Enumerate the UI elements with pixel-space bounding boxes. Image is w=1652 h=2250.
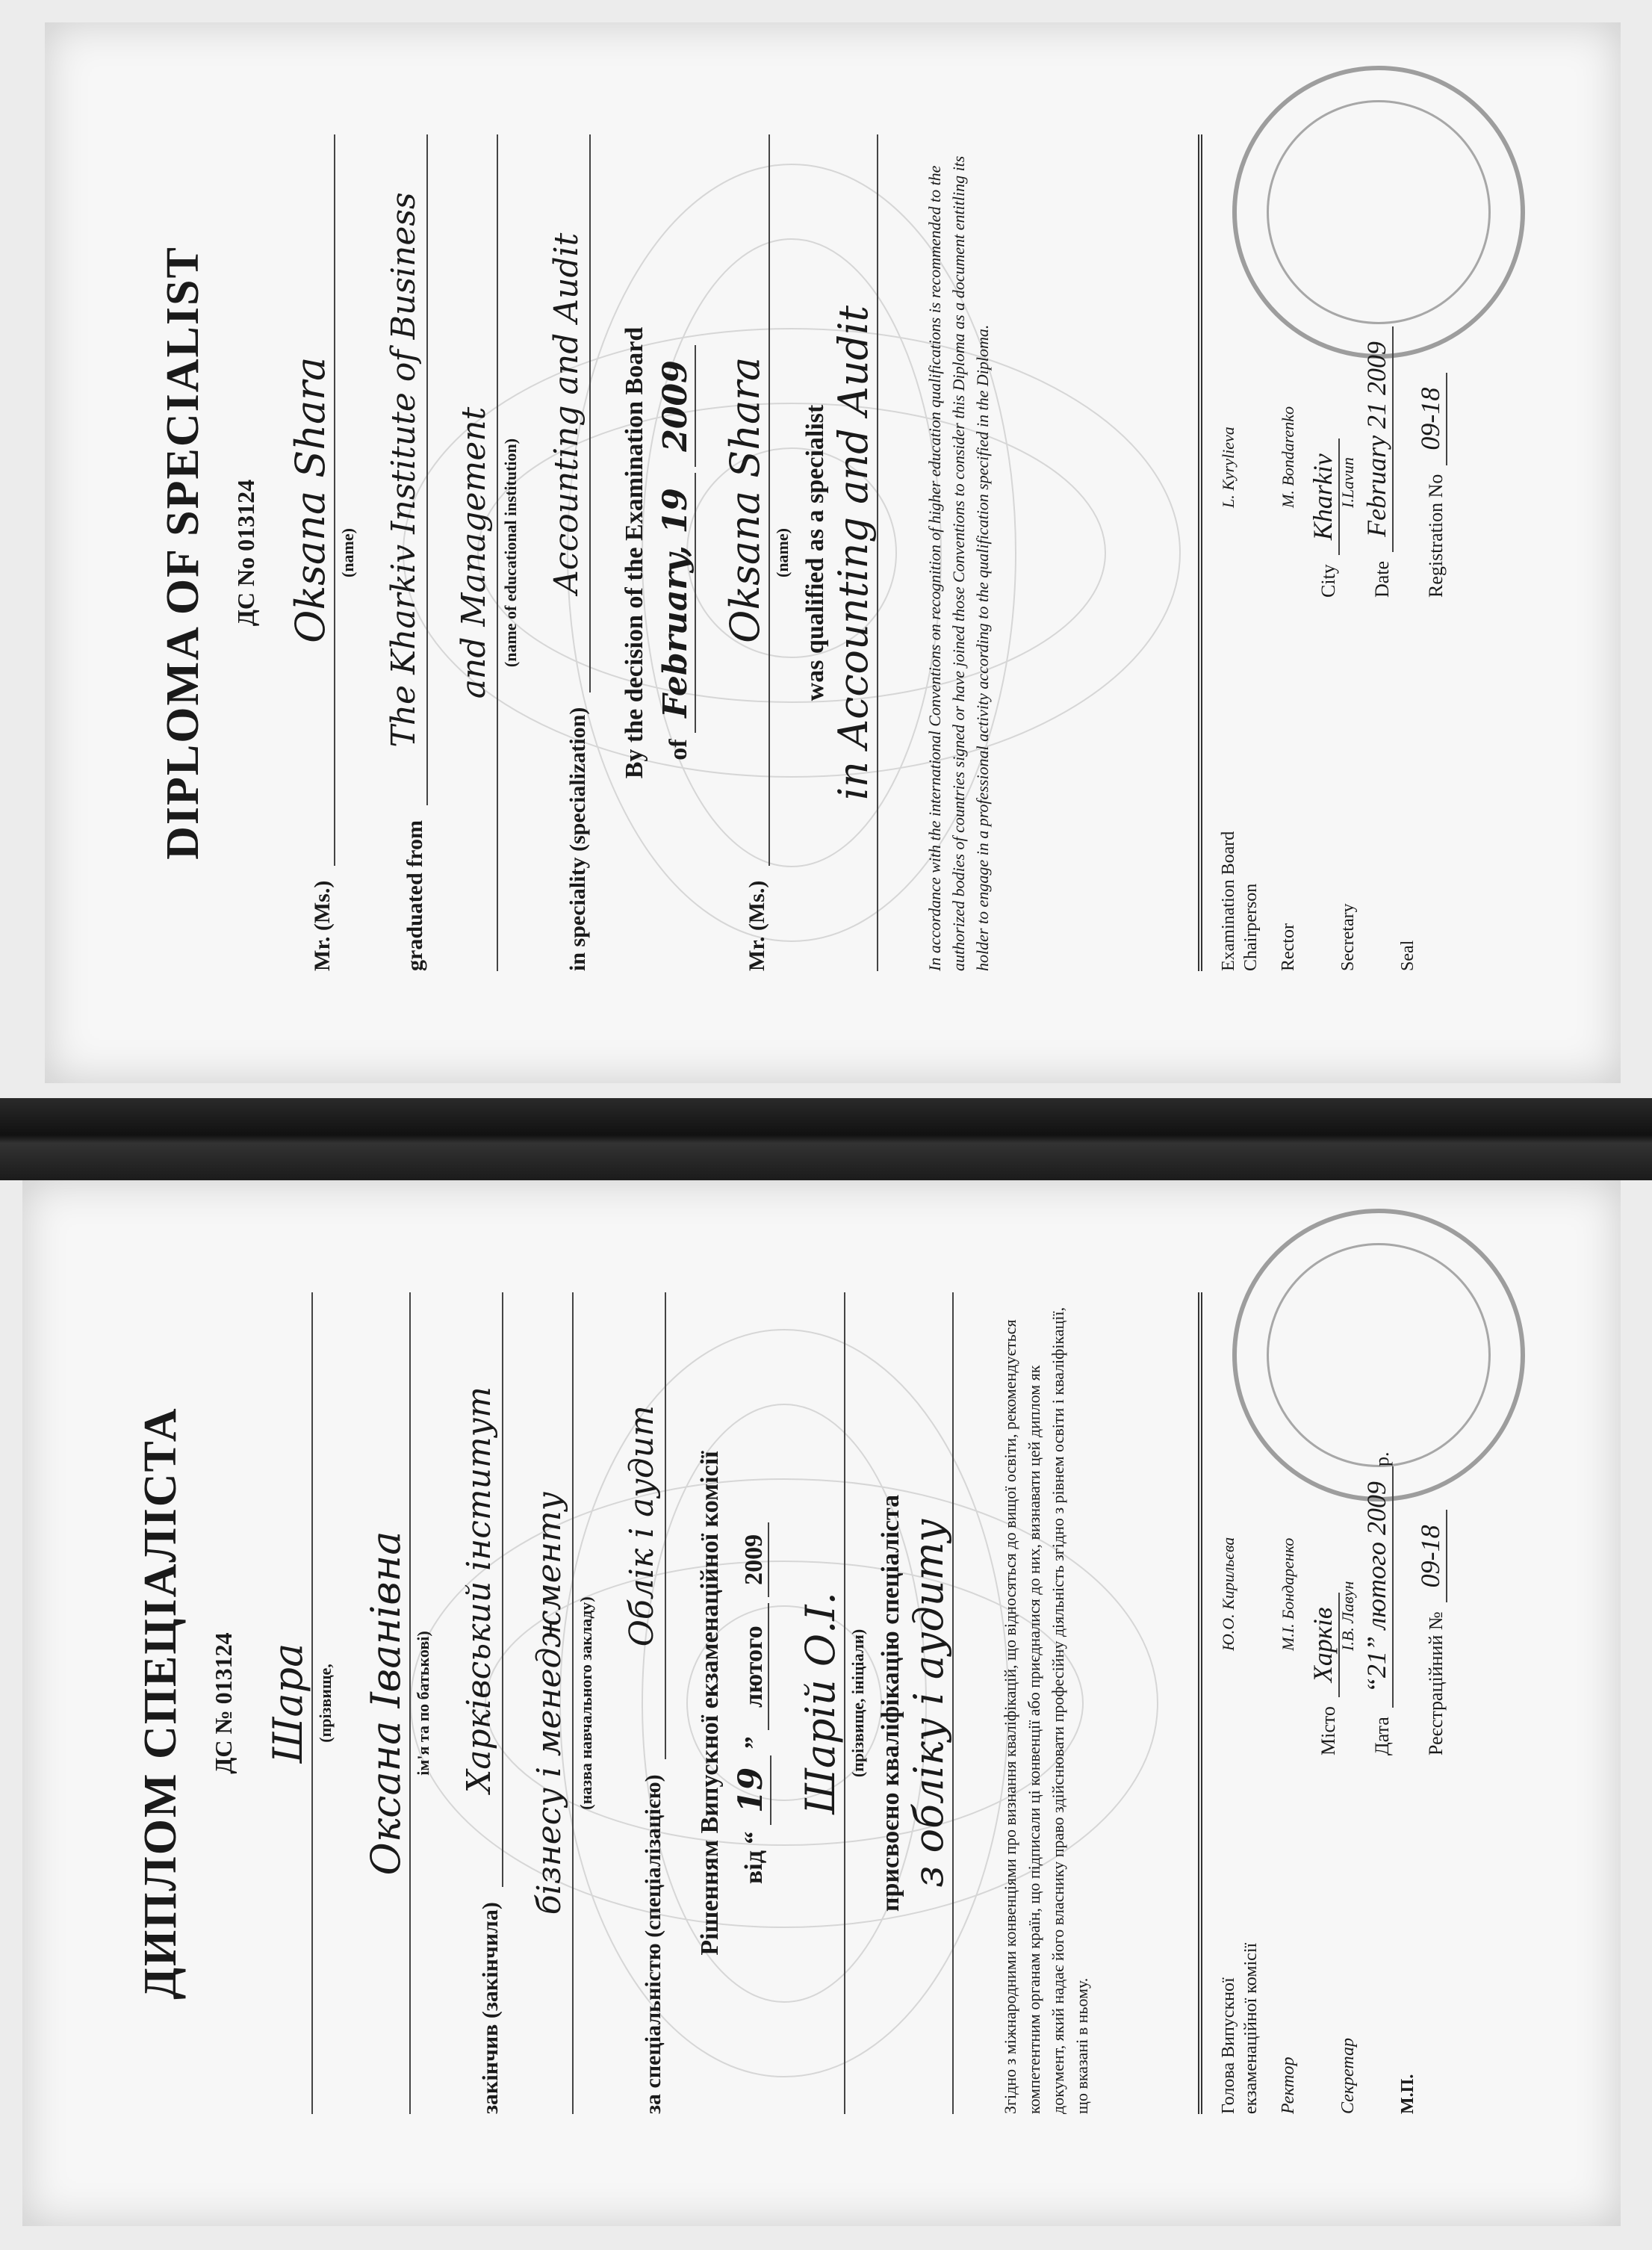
institution-line-1: Харківський інститут bbox=[460, 1292, 503, 1887]
institution-row-2 bbox=[530, 1292, 574, 2114]
issue-date-value: February 21 2009 bbox=[1361, 326, 1394, 552]
decision-text: Рішенням Випускної екзаменаційної комісії bbox=[696, 1451, 724, 1956]
issue-date-value: “21” лютого 2009 bbox=[1361, 1466, 1394, 1708]
qualification-value: з обліку і аудиту bbox=[905, 1292, 954, 2114]
short-name-row bbox=[797, 1292, 845, 2114]
institution-line-2: and Management bbox=[455, 134, 498, 971]
rector-title: Ректор bbox=[1279, 2057, 1298, 2114]
surname-row bbox=[264, 1292, 313, 2114]
specialty-label: in speciality (specialization) bbox=[565, 707, 590, 971]
graduated-label: graduated from bbox=[403, 820, 427, 971]
date-suffix: ” bbox=[740, 1736, 768, 1750]
given-row bbox=[362, 1292, 411, 2114]
registration-row: Registration No 09-18 bbox=[1415, 134, 1447, 598]
institution-caption: (name of educational institution) bbox=[501, 438, 520, 668]
specialty-row bbox=[623, 1292, 666, 2114]
secretary-title: Secretary bbox=[1338, 903, 1358, 971]
seal-label: Seal bbox=[1398, 940, 1417, 971]
qualification-value: in Accounting and Audit bbox=[830, 134, 878, 971]
holder-name-2: Oksana Shara bbox=[721, 134, 770, 866]
date-prefix: від “ bbox=[740, 1831, 768, 1885]
date-prefix: of bbox=[665, 739, 692, 760]
diploma-number: ДС No 013124 bbox=[232, 479, 259, 627]
decision-text: By the decision of the Examination Board bbox=[621, 326, 648, 779]
rector-name: M. Bondarenko bbox=[1279, 406, 1297, 508]
city-value: Kharkiv bbox=[1307, 438, 1340, 555]
name-caption: (name) bbox=[338, 528, 357, 577]
graduated-label: закінчив (закінчила) bbox=[478, 1902, 503, 2114]
chair-name: L. Kyrylieva bbox=[1219, 427, 1238, 508]
issue-details bbox=[1307, 1292, 1468, 1755]
decision-month: лютого bbox=[740, 1603, 769, 1729]
chair-title: Examination Board Chairperson bbox=[1219, 831, 1261, 971]
name-row-2 bbox=[721, 134, 770, 971]
registration-row: Реєстраційний № 09-18 bbox=[1415, 1292, 1447, 1755]
city-row: City Kharkiv bbox=[1307, 134, 1340, 598]
registration-number: 09-18 bbox=[1415, 373, 1447, 465]
decision-year: 2009 bbox=[740, 1522, 769, 1597]
page-title: DIPLOMA OF SPECIALIST bbox=[158, 246, 208, 860]
diploma-number: ДС № 013124 bbox=[210, 1632, 237, 1774]
chair-title: Голова Випускної екзаменаційної комісії bbox=[1219, 1942, 1261, 2114]
signature-titles bbox=[1217, 553, 1456, 971]
date-row: Date February 21 2009 bbox=[1361, 134, 1394, 598]
given-caption: ім'я та по батькові) bbox=[414, 1631, 432, 1776]
specialty-value: Облік і аудит bbox=[623, 1292, 666, 1759]
rector-title: Rector bbox=[1279, 923, 1298, 971]
specialty-row bbox=[547, 134, 591, 971]
decision-date bbox=[656, 134, 695, 971]
diploma-page-ukrainian bbox=[22, 1180, 1621, 2226]
legal-text: In accordance with the international Conventions on recognition of higher education qualifications is recommended to the authorized bodies of countries signed or have joined those Conventions to consider this Diploma as a document entitling its holder to engage in a professional activity according to the qualification specified in the Diploma. bbox=[925, 155, 992, 971]
decision-date-value: February, 19 bbox=[656, 473, 696, 733]
chair-name: Ю.О. Кирильєва bbox=[1219, 1537, 1238, 1651]
secretary-title: Секретар bbox=[1338, 2037, 1358, 2114]
city-row: Місто Харків bbox=[1307, 1292, 1340, 1755]
section-divider bbox=[1198, 134, 1202, 971]
qualified-text: присвоєно кваліфікацію спеціаліста bbox=[877, 1494, 904, 1912]
short-name-caption: (прізвище, ініціали) bbox=[848, 1628, 867, 1778]
diploma-page-english bbox=[45, 22, 1621, 1083]
specialty-value: Accounting and Audit bbox=[547, 134, 591, 692]
section-divider bbox=[1198, 1292, 1202, 2114]
secretary-name: І.В. Лавун bbox=[1338, 1581, 1357, 1651]
secretary-name: I.Lavun bbox=[1338, 457, 1357, 508]
cover-spine bbox=[0, 1098, 1652, 1180]
english-page-content bbox=[45, 22, 1621, 1083]
mr-label-2: Mr. (Ms.) bbox=[745, 880, 769, 971]
graduated-row bbox=[385, 134, 428, 971]
legal-text: Згідно з міжнародними конвенціями про визнання кваліфікацій, що відносяться до вищої освіти, рекомендується компетентним органам країн, що підписали ці конвенції або приєдналися до них, визнавати цей диплом як документ, який надає його власнику право здійснювати професійну діяльність згідно з рівнем освіти і кваліфікації, що вказані в ньому. bbox=[1001, 1307, 1091, 2114]
name-row bbox=[287, 134, 335, 971]
specialty-label: за спеціальністю (спеціалізацією) bbox=[641, 1774, 665, 2114]
institution-line-1: The Kharkiv Institute of Business bbox=[385, 134, 428, 805]
year-suffix: р. bbox=[1371, 1451, 1393, 1466]
decision-date bbox=[732, 1292, 770, 2114]
rector-name: М.І. Бондаренко bbox=[1279, 1537, 1297, 1651]
graduated-row bbox=[460, 1292, 503, 2114]
holder-name: Oksana Shara bbox=[287, 134, 335, 866]
registration-number: 09-18 bbox=[1415, 1510, 1447, 1602]
surname-caption: (прізвище, bbox=[316, 1664, 335, 1743]
holder-short-name: Шарій О.І. bbox=[797, 1292, 845, 2114]
signature-titles bbox=[1217, 1696, 1456, 2114]
decision-day: 19 bbox=[732, 1755, 771, 1825]
city-value: Харків bbox=[1307, 1593, 1340, 1697]
page-title: ДИПЛОМ СПЕЦІАЛІСТА bbox=[135, 1407, 186, 2000]
name-caption-2: (name) bbox=[773, 528, 792, 577]
qualified-text: was qualified as a specialist bbox=[801, 404, 829, 701]
seal-label: М.П. bbox=[1398, 2074, 1417, 2114]
institution-line-2: бізнесу і менеджменту bbox=[530, 1292, 574, 2114]
mr-label: Mr. (Ms.) bbox=[310, 880, 335, 971]
date-row: Дата “21” лютого 2009 р. bbox=[1361, 1451, 1393, 1755]
issue-details bbox=[1307, 134, 1468, 598]
institution-caption: (назва навчального закладу) bbox=[577, 1596, 595, 1810]
decision-date-year: 2009 bbox=[656, 345, 696, 466]
ukrainian-page-content bbox=[22, 1180, 1621, 2226]
holder-surname: Шара bbox=[264, 1292, 313, 2114]
holder-given-names: Оксана Іванівна bbox=[362, 1292, 411, 2114]
signature-area bbox=[1217, 1292, 1531, 2114]
institution-row-2 bbox=[455, 134, 498, 971]
signature-area bbox=[1217, 134, 1531, 971]
